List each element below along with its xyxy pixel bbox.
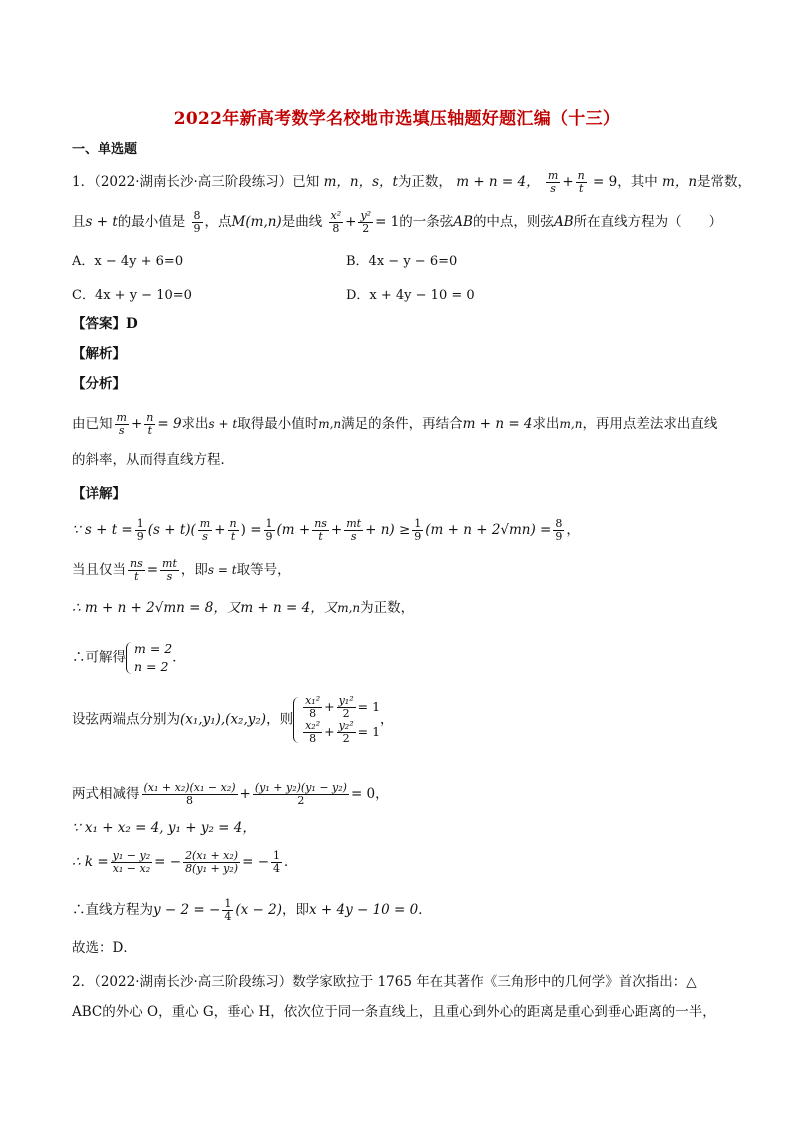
answer-label: 【答案】D <box>72 316 138 332</box>
section-heading: 一、单选题 <box>72 142 138 157</box>
q2-line1: 2．（2022·湖南长沙·高三阶段练习）数学家欧拉于 1765 年在其著作《三角形中的几何学》首次指出：△ <box>72 974 697 990</box>
detail-line8: ∴ k = $\frac{\text{y₁ − y₂}}{\text{x₁ − x₂}}$ = − $\frac{\text{2(x₁ + x₂)}}{\text{8(y₁ + y₂)}}$ = − $\frac{1}{4}$ ． <box>72 849 298 875</box>
q1-text: = 9，其中 <box>593 174 658 190</box>
q1-expr: s + t <box>85 214 118 230</box>
q1-text: 的一条弦 <box>399 214 454 230</box>
frac-x2-8: $\frac{\text{x²}}{8}$ <box>330 209 342 235</box>
option-d: D．x + 4y − 10 = 0 <box>346 288 475 303</box>
system-brace: $\frac{\text{x₁²}}{8}$ + $\frac{\text{y₁²}}{2}$ = 1 $\frac{\text{x₂²}}{8}$ + $\frac{\text{y₂²}}{2}$ = 1 <box>293 695 380 745</box>
fenxi-line1: 由已知 $\frac{m}{s}$ + $\frac{n}{t}$ = 9求出s + t取得最小值时m,n满足的条件，再结合m + n = 4求出m,n，再用点差法求出直线 <box>72 411 718 437</box>
page-title: 2022年新高考数学名校地市选填压轴题好题汇编（十三） <box>173 109 621 129</box>
q1-text: 是曲线 <box>281 214 323 230</box>
q1-stem-text: 1．（2022·湖南长沙·高三阶段练习）已知 <box>72 174 320 190</box>
q1-eq: m + n = 4， <box>456 174 540 190</box>
frac-8-9: $\frac{8}{9}$ <box>193 209 201 235</box>
q1-text: 所在直线方程为（ ） <box>573 214 723 230</box>
frac-m-s: $\frac{m}{s}$ <box>547 169 559 195</box>
fenxi-label: 【分析】 <box>72 376 126 392</box>
fenxi-line2: 的斜率，从而得直线方程． <box>72 452 234 468</box>
q1-vars: m，n，s，t <box>323 174 398 190</box>
q1-text: ，点 <box>204 214 232 230</box>
detail-line1: ∵ s + t = $\frac{1}{9}$ (s + t)( $\frac{m}{s}$ + $\frac{n}{t}$ ) = $\frac{1}{9}$ (m + $\frac{ns}{t}$ + $\frac{mt}{s}$ + n) ≥ $\frac{1}{9}$ (m + n + 2√mn) = $\frac{8}{9}$ ， <box>72 517 580 543</box>
q1-text: = 1 <box>375 214 400 230</box>
detail-line3: ∴ m + n + 2√mn = 8，又m + n = 4，又m,n为正数， <box>72 600 415 616</box>
frac-n-t: $\frac{n}{t}$ <box>577 169 585 195</box>
detail-line9: ∴直线方程为y − 2 = − $\frac{1}{4}$ (x − 2)，即x + 4y − 10 = 0． <box>72 897 432 923</box>
detail-line10: 故选：D． <box>72 940 137 956</box>
option-b: B．4x − y − 6=0 <box>346 254 458 269</box>
q1-text: 为正数， <box>397 174 452 190</box>
detail-line5: 设弦两端点分别为(x₁,y₁),(x₂,y₂)，则 $\frac{\text{x₁²}}{8}$ + $\frac{\text{y₁²}}{2}$ = 1 $\frac{\text{x₂²}}{8}$ + $\frac{\text{y₂²}}{2}$ = 1 ， <box>72 694 394 745</box>
q1-chord: AB <box>553 214 574 230</box>
q1-stem-line1: 1．（2022·湖南长沙·高三阶段练习）已知 m，n，s，t为正数， m + n = 4， $\frac{m}{s}$ + $\frac{n}{t}$ = 9，其中 m，n是常数， <box>72 169 752 195</box>
q1-point: M(m,n) <box>231 214 282 230</box>
frac-n-t: $\frac{n}{t}$ <box>146 411 154 437</box>
q1-text: 且 <box>72 214 86 230</box>
q1-text: 的最小值是 <box>117 214 186 230</box>
system-brace: m = 2 n = 2 <box>126 640 172 676</box>
frac-m-s: $\frac{m}{s}$ <box>116 411 127 437</box>
q1-stem-line2: 且s + t的最小值是 $\frac{8}{9}$ ，点M(m,n)是曲线 $\frac{\text{x²}}{8}$ + $\frac{\text{y²}}{2}$ = 1的一条弦AB的中点，则弦AB所在直线方程为（ ） <box>72 209 723 235</box>
detail-line2: 当且仅当 $\frac{ns}{t}$ = $\frac{mt}{s}$ ，即s = t取等号， <box>72 557 291 583</box>
q2-line2: ABC的外心 O，重心 G，垂心 H，依次位于同一条直线上，且重心到外心的距离是重心到垂心距离的一半， <box>72 1004 716 1020</box>
q1-vars: m，n <box>662 174 698 190</box>
detail-line6: 两式相减得 $\frac{\text{(x₁ + x₂)(x₁ − x₂)}}{8}$ + $\frac{\text{(y₁ + y₂)(y₁ − y₂)}}{2}$ = 0， <box>72 781 389 807</box>
q1-text: 是常数， <box>697 174 752 190</box>
analysis-label: 【解析】 <box>72 346 126 362</box>
detail-line4: ∴可解得 m = 2 n = 2 ． <box>72 641 186 674</box>
q1-text: 的中点，则弦 <box>472 214 554 230</box>
option-a: A．x − 4y + 6=0 <box>72 254 184 269</box>
detail-label: 【详解】 <box>72 486 126 502</box>
frac-y2-2: $\frac{\text{y²}}{2}$ <box>360 209 372 235</box>
option-c: C．4x + y − 10=0 <box>72 288 192 303</box>
detail-line7: ∵ x₁ + x₂ = 4, y₁ + y₂ = 4， <box>72 820 256 836</box>
q1-chord: AB <box>453 214 473 230</box>
